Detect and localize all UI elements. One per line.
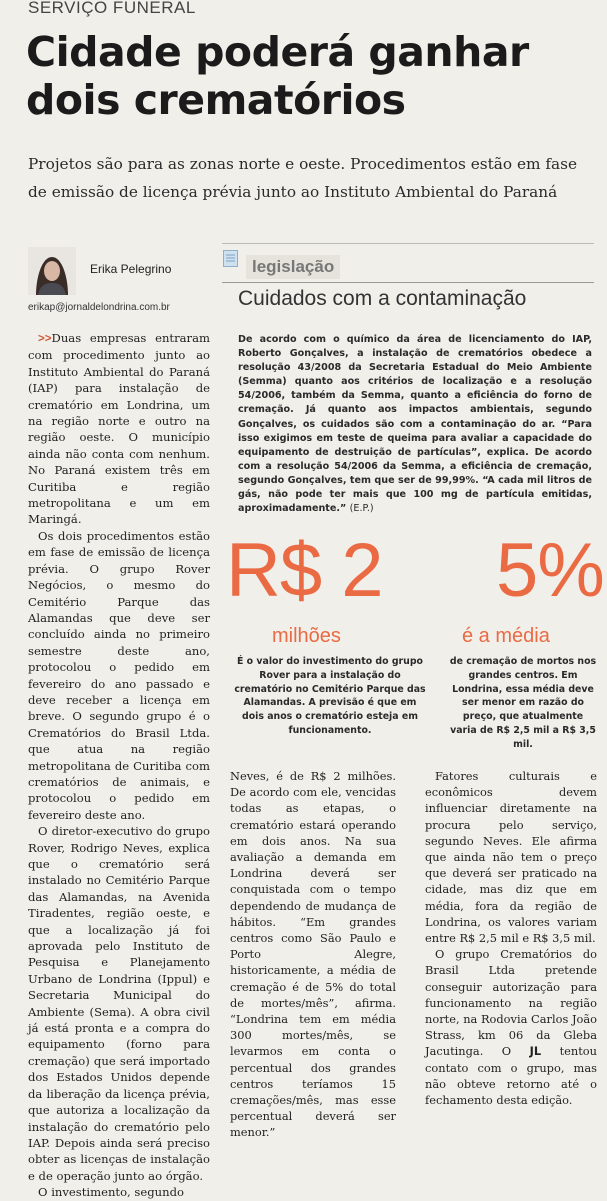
sidebar-tag: legislação — [246, 255, 340, 279]
article-paragraph: Fatores culturais e econômicos devem influenciar diretamente na procura pelo serviço, segundo Neves. Ele afirma que ainda não tem o preço que deverá ser praticado na cidade, mas diz que em média, fora da região de Londrina, os valores variam entre R$ 2,5 mil e R$ 3,5 mil. — [425, 769, 597, 946]
sidebar-title: Cuidados com a contaminação — [238, 287, 527, 310]
author-email[interactable]: erikap@jornaldelondrina.com.br — [28, 302, 170, 313]
jl-mark: JL — [529, 1044, 542, 1059]
section-label: SERVIÇO FUNERAL — [28, 0, 196, 17]
lead-marker: >> — [38, 332, 52, 345]
article-paragraph: O diretor-executivo do grupo Rover, Rodrigo Neves, explica que o crematório será instalado no Cemitério Parque das Alamandas, na Avenida Tiradentes, região oeste, e que a localização já foi aprovada pelo Instituto de Pesquisa e Planejamento Urbano de Londrina (Ippul) e Secretaria Municipal do Ambiente (Sema). A obra civil já está pronta e a compra do equipamento (forno para cremação) que será importado dos Estados Unidos depende da liberação da licença prévia, que autoriza a localização da instalação do crematório pelo IAP. Depois ainda será preciso obter as licenças de instalação e de operação junto ao órgão. — [28, 824, 210, 1183]
article-paragraph: O grupo Crematórios do Brasil Ltda pretende conseguir autorização para funcionamento na região norte, na Rodovia Carlos João Strass, km 06 da Gleba Jacutinga. O JL tentou contato com o grupo, mas não obteve retorno até o fechamento desta edição. — [425, 947, 598, 1108]
article-paragraph: Os dois procedimentos estão em fase de emissão de licença prévia. O grupo Rover Negócios, o mesmo do Cemitério Parque das Alamandas que deve ser concluído ainda no primeiro semestre deste ano, protocolou o pedido em fevereiro do ano passado e deve receber a licença em breve. O segundo grupo é o Crematórios do Brasil Ltda. que atua na região metropolitana de Curitiba com crematórios de animais, e protocolou o pedido em fevereiro deste ano. — [28, 528, 210, 822]
article-column-3 — [425, 768, 597, 1108]
sidebar-credit: (E.P.) — [349, 503, 374, 515]
author-name: Erika Pelegrino — [90, 262, 172, 276]
article-paragraph: O investimento, segundo — [38, 1185, 184, 1200]
sidebar-body: De acordo com o químico da área de licenciamento do IAP, Roberto Gonçalves, a instalação de crematórios obedece a resolução 43/2008 da Secretaria Estadual do Meio Ambiente (Semma) quanto aos critérios de localização e a resolução 54/2006, também da Semma, quanto a eficiência do forno de cremação. Já quanto aos impactos ambientais, segundo Gonçalves, os cuidados são com a contaminação do ar. “Para isso exigimos em teste de queima para avaliar a capacidade do equipamento de destruição de partículas”, explica. De acordo com a resolução 54/2006 da Semma, a eficiência de cremação, segundo Gonçalves, tem que ser de 99,99%. “A cada mil litros de gás, não pode ter mais que 100 mg de partícula emitidas, aproximadamente.” (E.P.) — [238, 334, 592, 515]
sidebar-top-rule — [222, 243, 594, 244]
sidebar-rule — [222, 282, 594, 283]
stat-unit-investment: milhões — [272, 625, 341, 647]
document-icon — [223, 250, 238, 267]
article-paragraph: Neves, é de R$ 2 milhões. De acordo com ele, vencidas todas as etapas, o crematório estará operando em dois anos. Na sua avaliação a demanda em Londrina deverá ser conquistada com o tempo dependendo de mudança de hábitos. “Em grandes centros como São Paulo e Porto Alegre, historicamente, a média de cremação é de 5% do total de mortes/mês”, afirma. “Londrina tem em média 300 mortes/mês, se levarmos em conta o percentual dos grandes centros teríamos 15 cremações/mês, mas esse percentual deverá ser menor.” — [230, 769, 396, 1140]
article-column-2 — [230, 768, 396, 1141]
stat-caption-cremation-rate: de cremação de mortos nos grandes centros. Em Londrina, essa média deve ser menor em razão do preço, que atualmente varia de R$ 2,5 mil a R$ 3,5 mil. — [449, 656, 597, 750]
stat-unit-cremation-rate: é a média — [462, 625, 550, 647]
stat-caption-investment: É o valor do investimento do grupo Rover para a instalação do crematório no Cemitério Parque das Alamandas. A previsão é que em dois anos o crematório esteja em funcionamento. — [234, 656, 426, 736]
author-avatar — [28, 247, 76, 295]
article-column-1 — [28, 330, 210, 1201]
stat-value-cremation-rate: 5% — [496, 528, 604, 613]
headline: Cidade poderá ganhar dois crematórios — [26, 28, 529, 124]
stat-value-investment: R$ 2 — [226, 528, 383, 613]
subhead: Projetos são para as zonas norte e oeste. Procedimentos estão em fase de emissão de licença prévia junto ao Instituto Ambiental do Paraná — [28, 155, 578, 201]
article-paragraph: >>Duas empresas entraram com procedimento junto ao Instituto Ambiental do Paraná (IAP) para instalação de crematório em Londrina, um na região norte e outro na região oeste. O município ainda não conta com nenhum. No Paraná existem três em Curitiba e região metropolitana e um em Maringá. — [28, 331, 210, 527]
